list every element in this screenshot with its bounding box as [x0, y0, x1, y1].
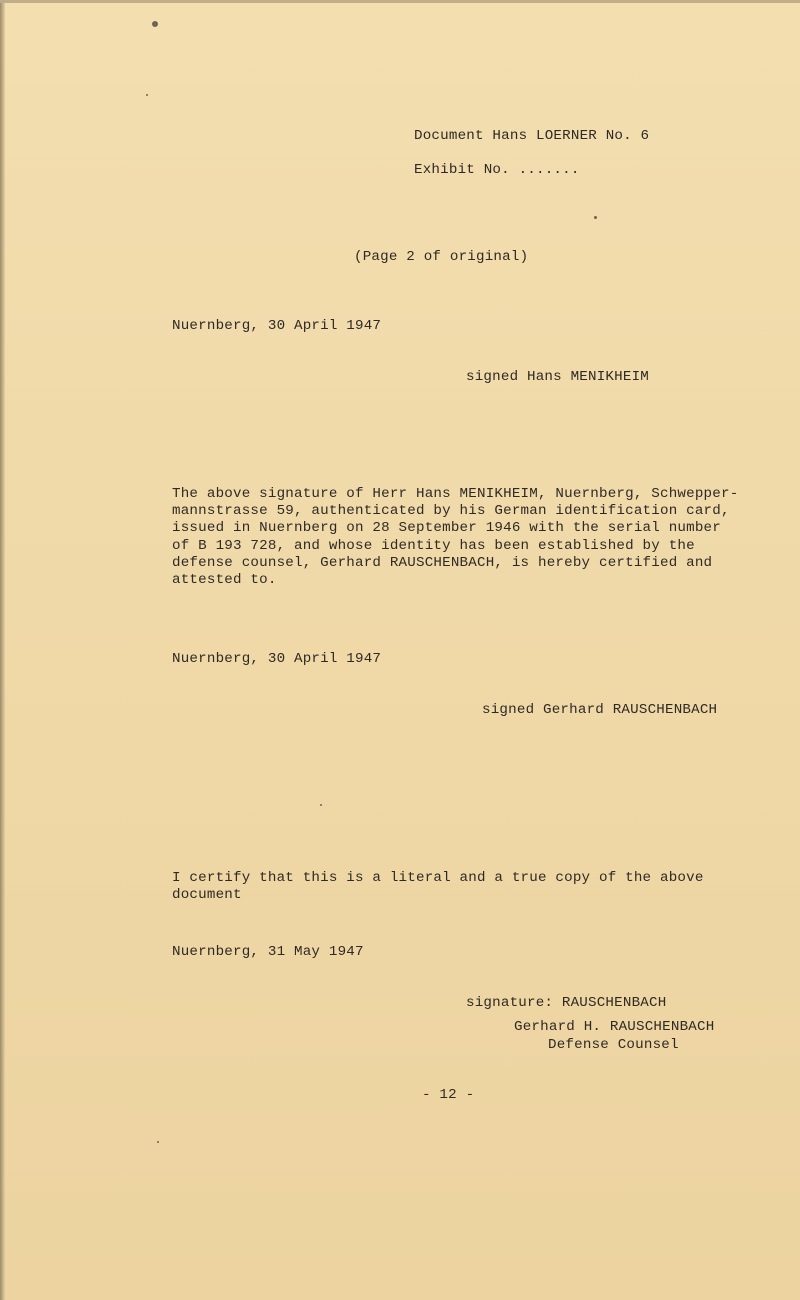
signed-rauschenbach: signed Gerhard RAUSCHENBACH: [482, 702, 718, 718]
exhibit-number: Exhibit No. .......: [414, 162, 580, 178]
certification-line: attested to.: [172, 572, 277, 589]
paper-speck: [146, 94, 148, 96]
certification-paragraph: [172, 486, 738, 589]
page-of-original-note: (Page 2 of original): [354, 249, 529, 265]
certification-line: mannstrasse 59, authenticated by his German identification card,: [172, 503, 730, 520]
page-left-edge: [0, 0, 5, 1300]
place-date-3: Nuernberg, 31 May 1947: [172, 944, 364, 960]
certification-line: issued in Nuernberg on 28 September 1946 with the serial number: [172, 520, 721, 537]
true-copy-paragraph: [172, 870, 704, 904]
true-copy-line: I certify that this is a literal and a true copy of the above: [172, 870, 704, 886]
true-copy-line: document: [172, 887, 242, 904]
page-number: - 12 -: [422, 1087, 475, 1103]
paper-speck: [320, 804, 322, 806]
place-date-1: Nuernberg, 30 April 1947: [172, 318, 382, 334]
signature-line: signature: RAUSCHENBACH: [466, 995, 667, 1011]
paper-speck: [594, 216, 597, 219]
paper-speck: [152, 21, 158, 27]
document-reference: Document Hans LOERNER No. 6: [414, 128, 650, 144]
place-date-2: Nuernberg, 30 April 1947: [172, 651, 382, 667]
counsel-title: Defense Counsel: [548, 1037, 679, 1053]
counsel-name: Gerhard H. RAUSCHENBACH: [514, 1019, 715, 1035]
certification-line: The above signature of Herr Hans MENIKHEIM, Nuernberg, Schwepper-: [172, 486, 739, 502]
certification-line: of B 193 728, and whose identity has been established by the: [172, 537, 695, 554]
page-top-edge: [0, 0, 800, 3]
signed-menikheim: signed Hans MENIKHEIM: [466, 369, 649, 385]
certification-line: defense counsel, Gerhard RAUSCHENBACH, is hereby certified and: [172, 554, 713, 571]
paper-speck: [157, 1141, 159, 1143]
